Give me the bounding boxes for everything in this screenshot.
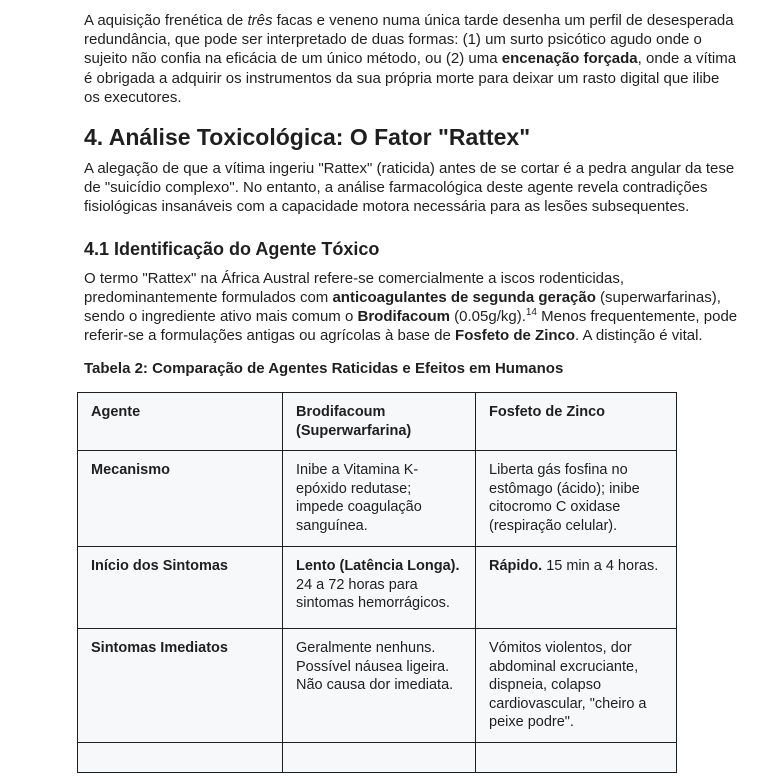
subsection-bold-brodifacoum: Brodifacoum [357, 308, 450, 326]
intro-bold-term: encenação forçada [501, 50, 638, 68]
table-cell: Rápido. 15 min a 4 horas. [476, 547, 677, 629]
intro-text-pre: A aquisição frenética de [84, 12, 248, 29]
column-header-agente: Agente [78, 393, 283, 451]
column-header-fosfeto: Fosfeto de Zinco [476, 393, 677, 451]
subsection-bold-fosfeto: Fosfeto de Zinco [455, 327, 576, 345]
subsection-heading: 4.1 Identificação do Agente Tóxico [84, 238, 380, 259]
section-paragraph: A alegação de que a vítima ingeriu "Rattex" (raticida) antes de se cortar é a pedra angular da tese de "suicídio complexo". No entanto, a análise farmacológica deste agente revela contradições fisiológicas insanáveis com a capacidade motora necessária para as lesões subsequentes. [84, 160, 735, 216]
table-cell [78, 742, 283, 772]
intro-paragraph [84, 11, 739, 107]
table-cell: Lento (Latência Longa). 24 a 72 horas para sintomas hemorrágicos. [283, 547, 476, 629]
intro-text-post: , onde a vítima é obrigada a adquirir os instrumentos da sua própria morte para deixar um rasto digital que ilibe os executores. [84, 50, 737, 106]
footnote-reference-14[interactable]: 14 [525, 307, 537, 319]
table-cell: Liberta gás fosfina no estômago (ácido); inibe citocromo C oxidase (respiração celular). [476, 451, 677, 547]
table-row-sintomas-imediatos [78, 629, 677, 743]
row-label: Início dos Sintomas [78, 547, 283, 629]
intro-text-mid: facas e veneno numa única tarde desenha um perfil de desesperada redundância, que pode ser interpretado de duas formas: (1) um surto psicótico agudo onde o sujeito não confia na eficácia de um único método, ou (2) uma [84, 12, 734, 68]
table-header-row [78, 393, 677, 451]
subsection-bold-anticoagulantes: anticoagulantes de segunda geração [332, 288, 596, 306]
table-cell [476, 742, 677, 772]
subsection-paragraph [84, 269, 739, 346]
row-label: Mecanismo [78, 451, 283, 547]
table-cell: Geralmente nenhuns. Possível náusea ligeira. Não causa dor imediata. [283, 629, 476, 743]
section-heading: 4. Análise Toxicológica: O Fator "Rattex" [84, 124, 531, 151]
table-row-cut-off [78, 742, 677, 772]
intro-italic-term: três [247, 12, 273, 29]
table-row-inicio-sintomas [78, 547, 677, 629]
subsection-text-2: (superwarfarinas), sendo o ingrediente ativo mais comum o [84, 288, 721, 326]
table-row-mecanismo [78, 451, 677, 547]
subsection-text-3: (0.05g/kg). [450, 308, 526, 326]
subsection-text-5: . A distinção é vital. [575, 327, 703, 345]
table-cell: Vómitos violentos, dor abdominal excruciante, dispneia, colapso cardiovascular, "cheiro a peixe podre". [476, 629, 677, 743]
raticide-comparison-table [77, 392, 677, 773]
table-cell: Inibe a Vitamina K-epóxido redutase; impede coagulação sanguínea. [283, 451, 476, 547]
table-cell [283, 742, 476, 772]
subsection-text-1: O termo "Rattex" na África Austral refere-se comercialmente a iscos rodenticidas, predominantemente formulados com [84, 269, 625, 306]
row-label: Sintomas Imediatos [78, 629, 283, 743]
column-header-brodifacoum: Brodifacoum (Superwarfarina) [283, 393, 476, 451]
subsection-text-4: Menos frequentemente, pode referir-se a formulações antigas ou agrícolas à base de [84, 308, 738, 345]
table-caption: Tabela 2: Comparação de Agentes Raticidas e Efeitos em Humanos [84, 360, 564, 378]
